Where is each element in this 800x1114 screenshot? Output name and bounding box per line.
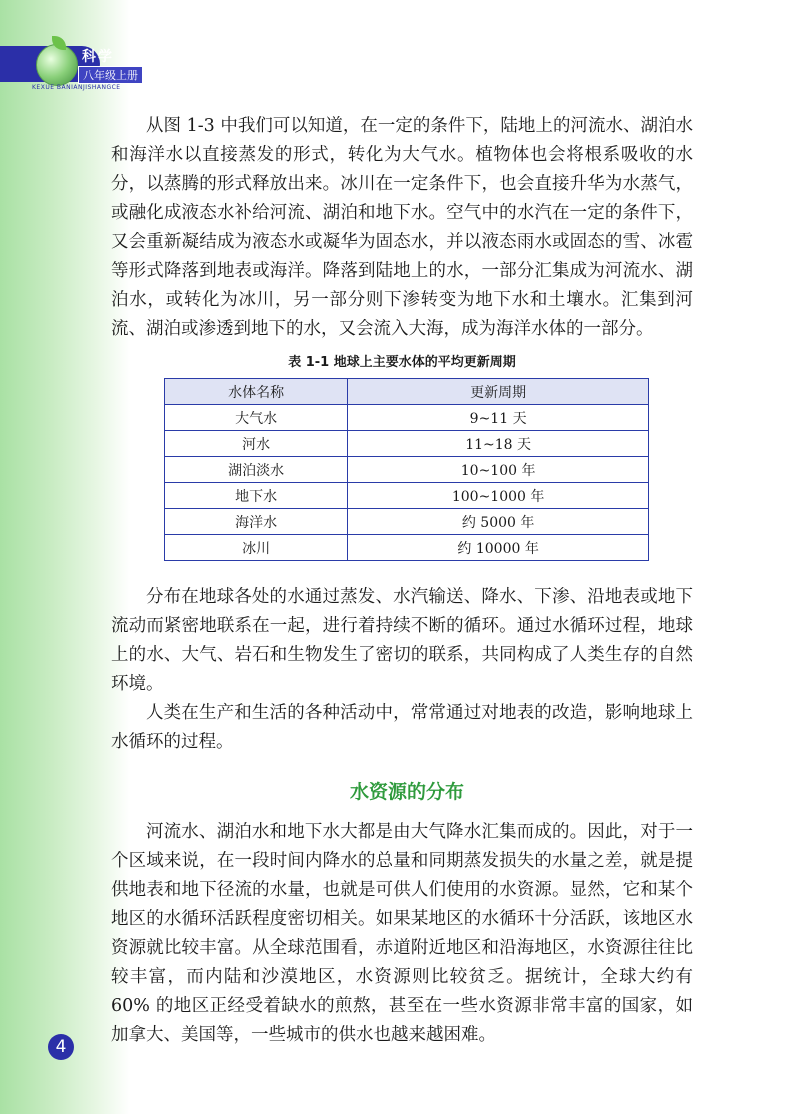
cell-water-body: 大气水 xyxy=(165,405,348,431)
cell-renewal-period: 10~100 年 xyxy=(348,457,649,483)
cell-renewal-period: 约 5000 年 xyxy=(348,509,649,535)
column-header-name: 水体名称 xyxy=(165,379,348,405)
paragraph-water-cycle: 从图 1-3 中我们可以知道，在一定的条件下，陆地上的河流水、湖泊水和海洋水以直接蒸发的形式，转化为大气水。植物体也会将根系吸收的水分，以蒸腾的形式释放出来。冰川在一定条件下，也会直接升华为水蒸气，或融化成液态水补给河流、湖泊和地下水。空气中的水汽在一定的条件下，又会重新凝结成为液态水或凝华为固态水，并以液态雨水或固态的雪、冰雹等形式降落到地表或海洋。降落到陆地上的水，一部分汇集成为河流水、湖泊水，或转化为冰川，另一部分则下渗转变为地下水和土壤水。汇集到河流、湖泊或渗透到地下的水，又会流入大海，成为海洋水体的一部分。 xyxy=(111,116,693,339)
page-number: 4 xyxy=(48,1034,74,1060)
cell-water-body: 湖泊淡水 xyxy=(165,457,348,483)
table-row xyxy=(165,509,649,535)
header-pinyin: KEXUE BANIANJISHANGCE xyxy=(32,84,121,91)
cell-water-body: 河水 xyxy=(165,431,348,457)
water-renewal-table xyxy=(164,378,649,561)
book-header xyxy=(0,36,160,94)
cell-renewal-period: 9~11 天 xyxy=(348,405,649,431)
grade-label: 八年级上册 xyxy=(78,66,143,84)
section-heading: 水资源的分布 xyxy=(349,781,464,803)
table-row xyxy=(165,405,649,431)
cell-water-body: 冰川 xyxy=(165,535,348,561)
globe-icon xyxy=(36,44,78,86)
paragraph-human-impact: 人类在生产和生活的各种活动中，常常通过对地表的改造，影响地球上水循环的过程。 xyxy=(111,703,693,752)
paragraph-cycle-links: 分布在地球各处的水通过蒸发、水汽输送、降水、下渗、沿地表或地下流动而紧密地联系在一起，进行着持续不断的循环。通过水循环过程，地球上的水、大气、岩石和生物发生了密切的联系，共同构成了人类生存的自然环境。 xyxy=(111,587,693,694)
subject-title: 科学 xyxy=(82,49,114,65)
table-title: 表 1-1 地球上主要水体的平均更新周期 xyxy=(288,355,516,370)
table-row xyxy=(165,483,649,509)
cell-water-body: 海洋水 xyxy=(165,509,348,535)
table-row xyxy=(165,535,649,561)
column-header-period: 更新周期 xyxy=(348,379,649,405)
table-row xyxy=(165,457,649,483)
cell-renewal-period: 11~18 天 xyxy=(348,431,649,457)
cell-renewal-period: 100~1000 年 xyxy=(348,483,649,509)
page-content xyxy=(111,112,693,1050)
paragraph-water-resources: 河流水、湖泊水和地下水大都是由大气降水汇集而成的。因此，对于一个区域来说，在一段时间内降水的总量和同期蒸发损失的水量之差，就是提供地表和地下径流的水量，也就是可供人们使用的水资源。显然，它和某个地区的水循环活跃程度密切相关。如果某地区的水循环十分活跃，该地区水资源就比较丰富。从全球范围看，赤道附近地区和沿海地区，水资源往往比较丰富，而内陆和沙漠地区，水资源则比较贫乏。据统计，全球大约有 60% 的地区正经受着缺水的煎熬，甚至在一些水资源非常丰富的国家，如加拿大、美国等，一些城市的供水也越来越困难。 xyxy=(111,822,693,1045)
table-row xyxy=(165,431,649,457)
table-header-row xyxy=(165,379,649,405)
cell-water-body: 地下水 xyxy=(165,483,348,509)
cell-renewal-period: 约 10000 年 xyxy=(348,535,649,561)
